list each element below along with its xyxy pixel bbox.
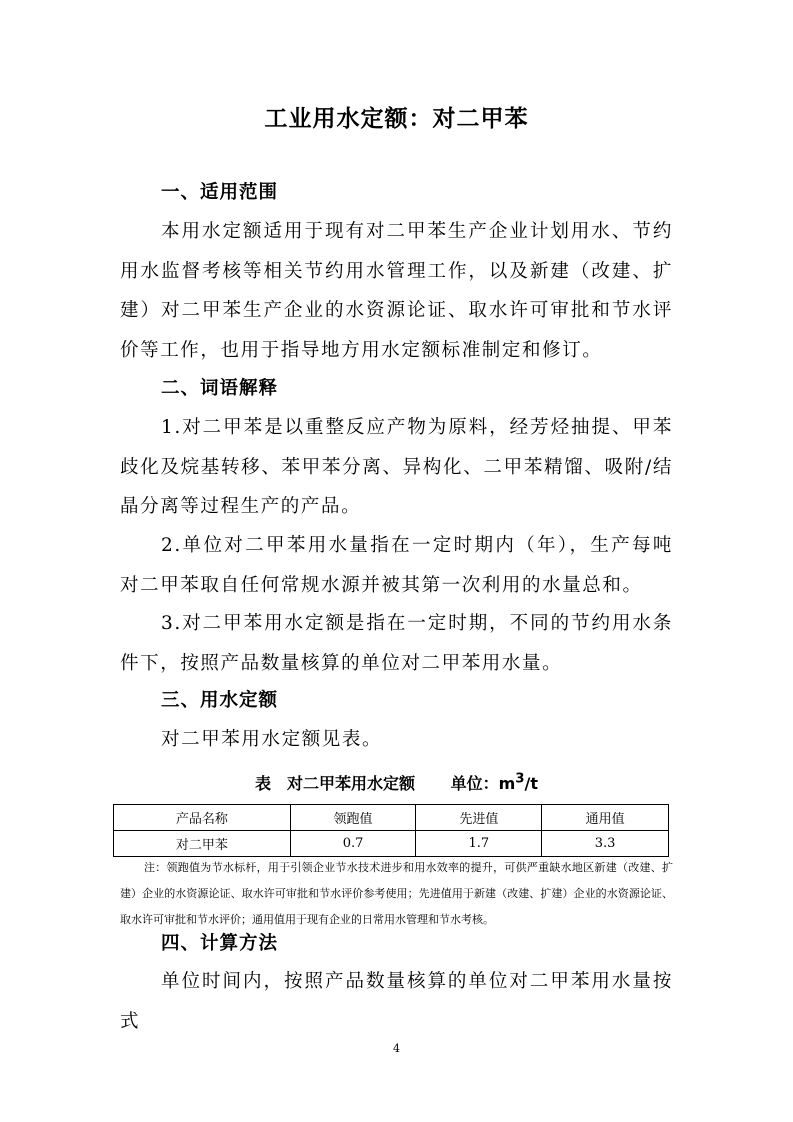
page-number: 4 <box>393 1042 400 1055</box>
table-header-cell: 先进值 <box>416 805 542 831</box>
table-header-cell: 产品名称 <box>114 805 291 831</box>
section-heading-terms: 二、词语解释 <box>161 378 279 399</box>
table-row <box>114 831 669 857</box>
section-heading-method: 四、计算方法 <box>161 933 279 954</box>
table-unit-suffix: /t <box>524 774 539 793</box>
water-quota-table <box>113 804 669 857</box>
table-header-cell: 领跑值 <box>290 805 416 831</box>
table-cell: 对二甲苯 <box>114 831 291 857</box>
table-cell: 3.3 <box>542 831 669 857</box>
table-unit <box>450 771 539 793</box>
table-caption-text: 表 对二甲苯用水定额 <box>254 774 415 793</box>
table-note: 注：领跑值为节水标杆，用于引领企业节水技术进步和用水效率的提升，可供严重缺水地区新建（改建、扩建）企业的水资源论证、取水许可审批和节水评价参考使用；先进值用于新建（改建、扩建）企业的水资源论证、取水许可审批和节水评价；通用值用于现有企业的日常用水管理和节水考核。 <box>120 861 673 926</box>
paragraph-scope: 本用水定额适用于现有对二甲苯生产企业计划用水、节约用水监督考核等相关节约用水管理工作，以及新建（改建、扩建）对二甲苯生产企业的水资源论证、取水许可审批和节水评价等工作，也用于指导地方用水定额标准制定和修订。 <box>120 221 673 361</box>
paragraph-term-2: 2.单位对二甲苯用水量指在一定时期内（年），生产每吨对二甲苯取自任何常规水源并被其第一次利用的水量总和。 <box>120 535 673 596</box>
table-unit-label: 单位：m <box>450 774 516 793</box>
paragraph-term-1: 1.对二甲苯是以重整反应产物为原料，经芳烃抽提、甲苯歧化及烷基转移、苯甲苯分离、异构化、二甲苯精馏、吸附/结晶分离等过程生产的产品。 <box>120 417 673 517</box>
table-header-cell: 通用值 <box>542 805 669 831</box>
table-cell: 1.7 <box>416 831 542 857</box>
table-cell: 0.7 <box>290 831 416 857</box>
page-title: 工业用水定额：对二甲苯 <box>264 106 529 132</box>
paragraph-quota-intro: 对二甲苯用水定额见表。 <box>161 729 383 750</box>
section-heading-quota: 三、用水定额 <box>161 690 279 711</box>
table-caption <box>0 771 793 794</box>
paragraph-method: 单位时间内，按照产品数量核算的单位对二甲苯用水量按式 <box>120 971 673 1032</box>
table-unit-sup: 3 <box>515 771 525 787</box>
table-header-row <box>114 805 669 831</box>
paragraph-term-3: 3.对二甲苯用水定额是指在一定时期，不同的节约用水条件下，按照产品数量核算的单位对二甲苯用水量。 <box>120 613 673 674</box>
section-heading-scope: 一、适用范围 <box>161 182 279 203</box>
